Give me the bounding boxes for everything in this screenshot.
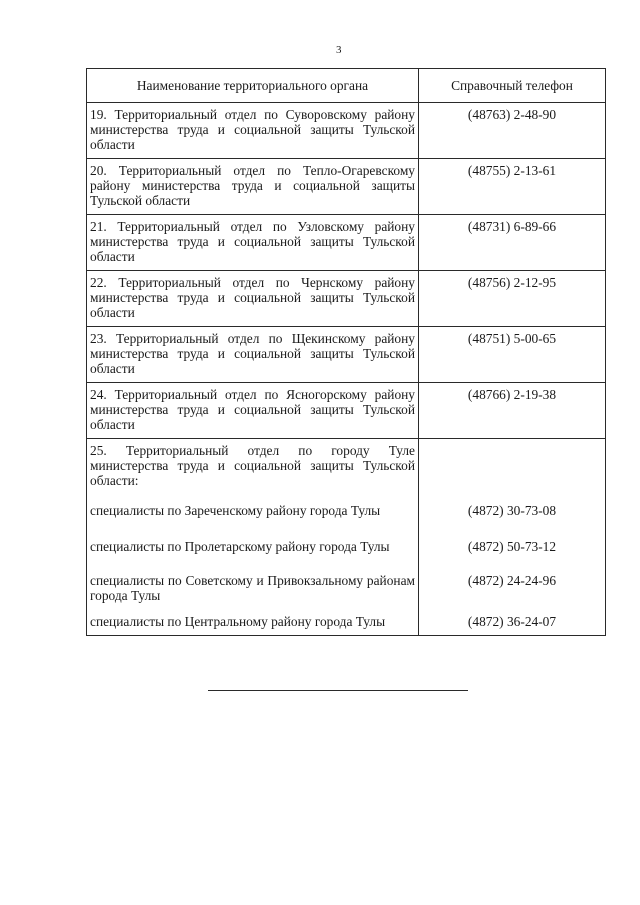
table-row — [87, 215, 606, 271]
sub-unit-name: специалисты по Зареченскому району города Тулы — [90, 503, 381, 518]
territorial-bodies-table — [86, 68, 606, 636]
row-name: 19. Территориальный отдел по Суворовскому району министерства труда и социальной защиты Тульской области — [87, 103, 419, 159]
row-phone: (48756) 2-12-95 — [419, 271, 606, 327]
row-phone: (48751) 5-00-65 — [419, 327, 606, 383]
row-phone: (48763) 2-48-90 — [419, 103, 606, 159]
table-header-row — [87, 69, 606, 103]
row-phone: (48755) 2-13-61 — [419, 159, 606, 215]
sub-unit-name: специалисты по Пролетарскому району города Тулы — [90, 539, 390, 554]
row-phone-tula — [419, 439, 606, 636]
sub-unit-name: специалисты по Советскому и Привокзальному районам города Тулы — [90, 573, 415, 603]
row-phone: (48766) 2-19-38 — [419, 383, 606, 439]
end-divider-line — [208, 690, 468, 691]
sub-unit-phone: (4872) 50-73-12 — [467, 539, 557, 554]
page-number: 3 — [336, 44, 342, 56]
row-name: 21. Территориальный отдел по Узловскому району министерства труда и социальной защиты Тульской области — [87, 215, 419, 271]
header-phone: Справочный телефон — [419, 69, 606, 103]
row-name: 24. Территориальный отдел по Ясногорскому району министерства труда и социальной защиты Тульской области — [87, 383, 419, 439]
table-row-tula — [87, 439, 606, 636]
table-row — [87, 103, 606, 159]
header-name: Наименование территориального органа — [87, 69, 419, 103]
row-name: 22. Территориальный отдел по Чернскому району министерства труда и социальной защиты Тульской области — [87, 271, 419, 327]
row-name: 20. Территориальный отдел по Тепло-Огаревскому району министерства труда и социальной защиты Тульской области — [87, 159, 419, 215]
row-name: 23. Территориальный отдел по Щекинскому району министерства труда и социальной защиты Тульской области — [87, 327, 419, 383]
table-row — [87, 271, 606, 327]
table-row — [87, 159, 606, 215]
row-phone: (48731) 6-89-66 — [419, 215, 606, 271]
table-row — [87, 327, 606, 383]
row-name-tula — [87, 439, 419, 636]
tula-department-title: 25. Территориальный отдел по городу Туле министерства труда и социальной защиты Тульской области: — [90, 443, 415, 488]
table-row — [87, 383, 606, 439]
sub-unit-phone: (4872) 24-24-96 — [467, 573, 557, 588]
sub-unit-phone: (4872) 30-73-08 — [467, 503, 557, 518]
sub-unit-name: специалисты по Центральному району города Тулы — [90, 614, 386, 629]
sub-unit-phone: (4872) 36-24-07 — [467, 614, 557, 629]
